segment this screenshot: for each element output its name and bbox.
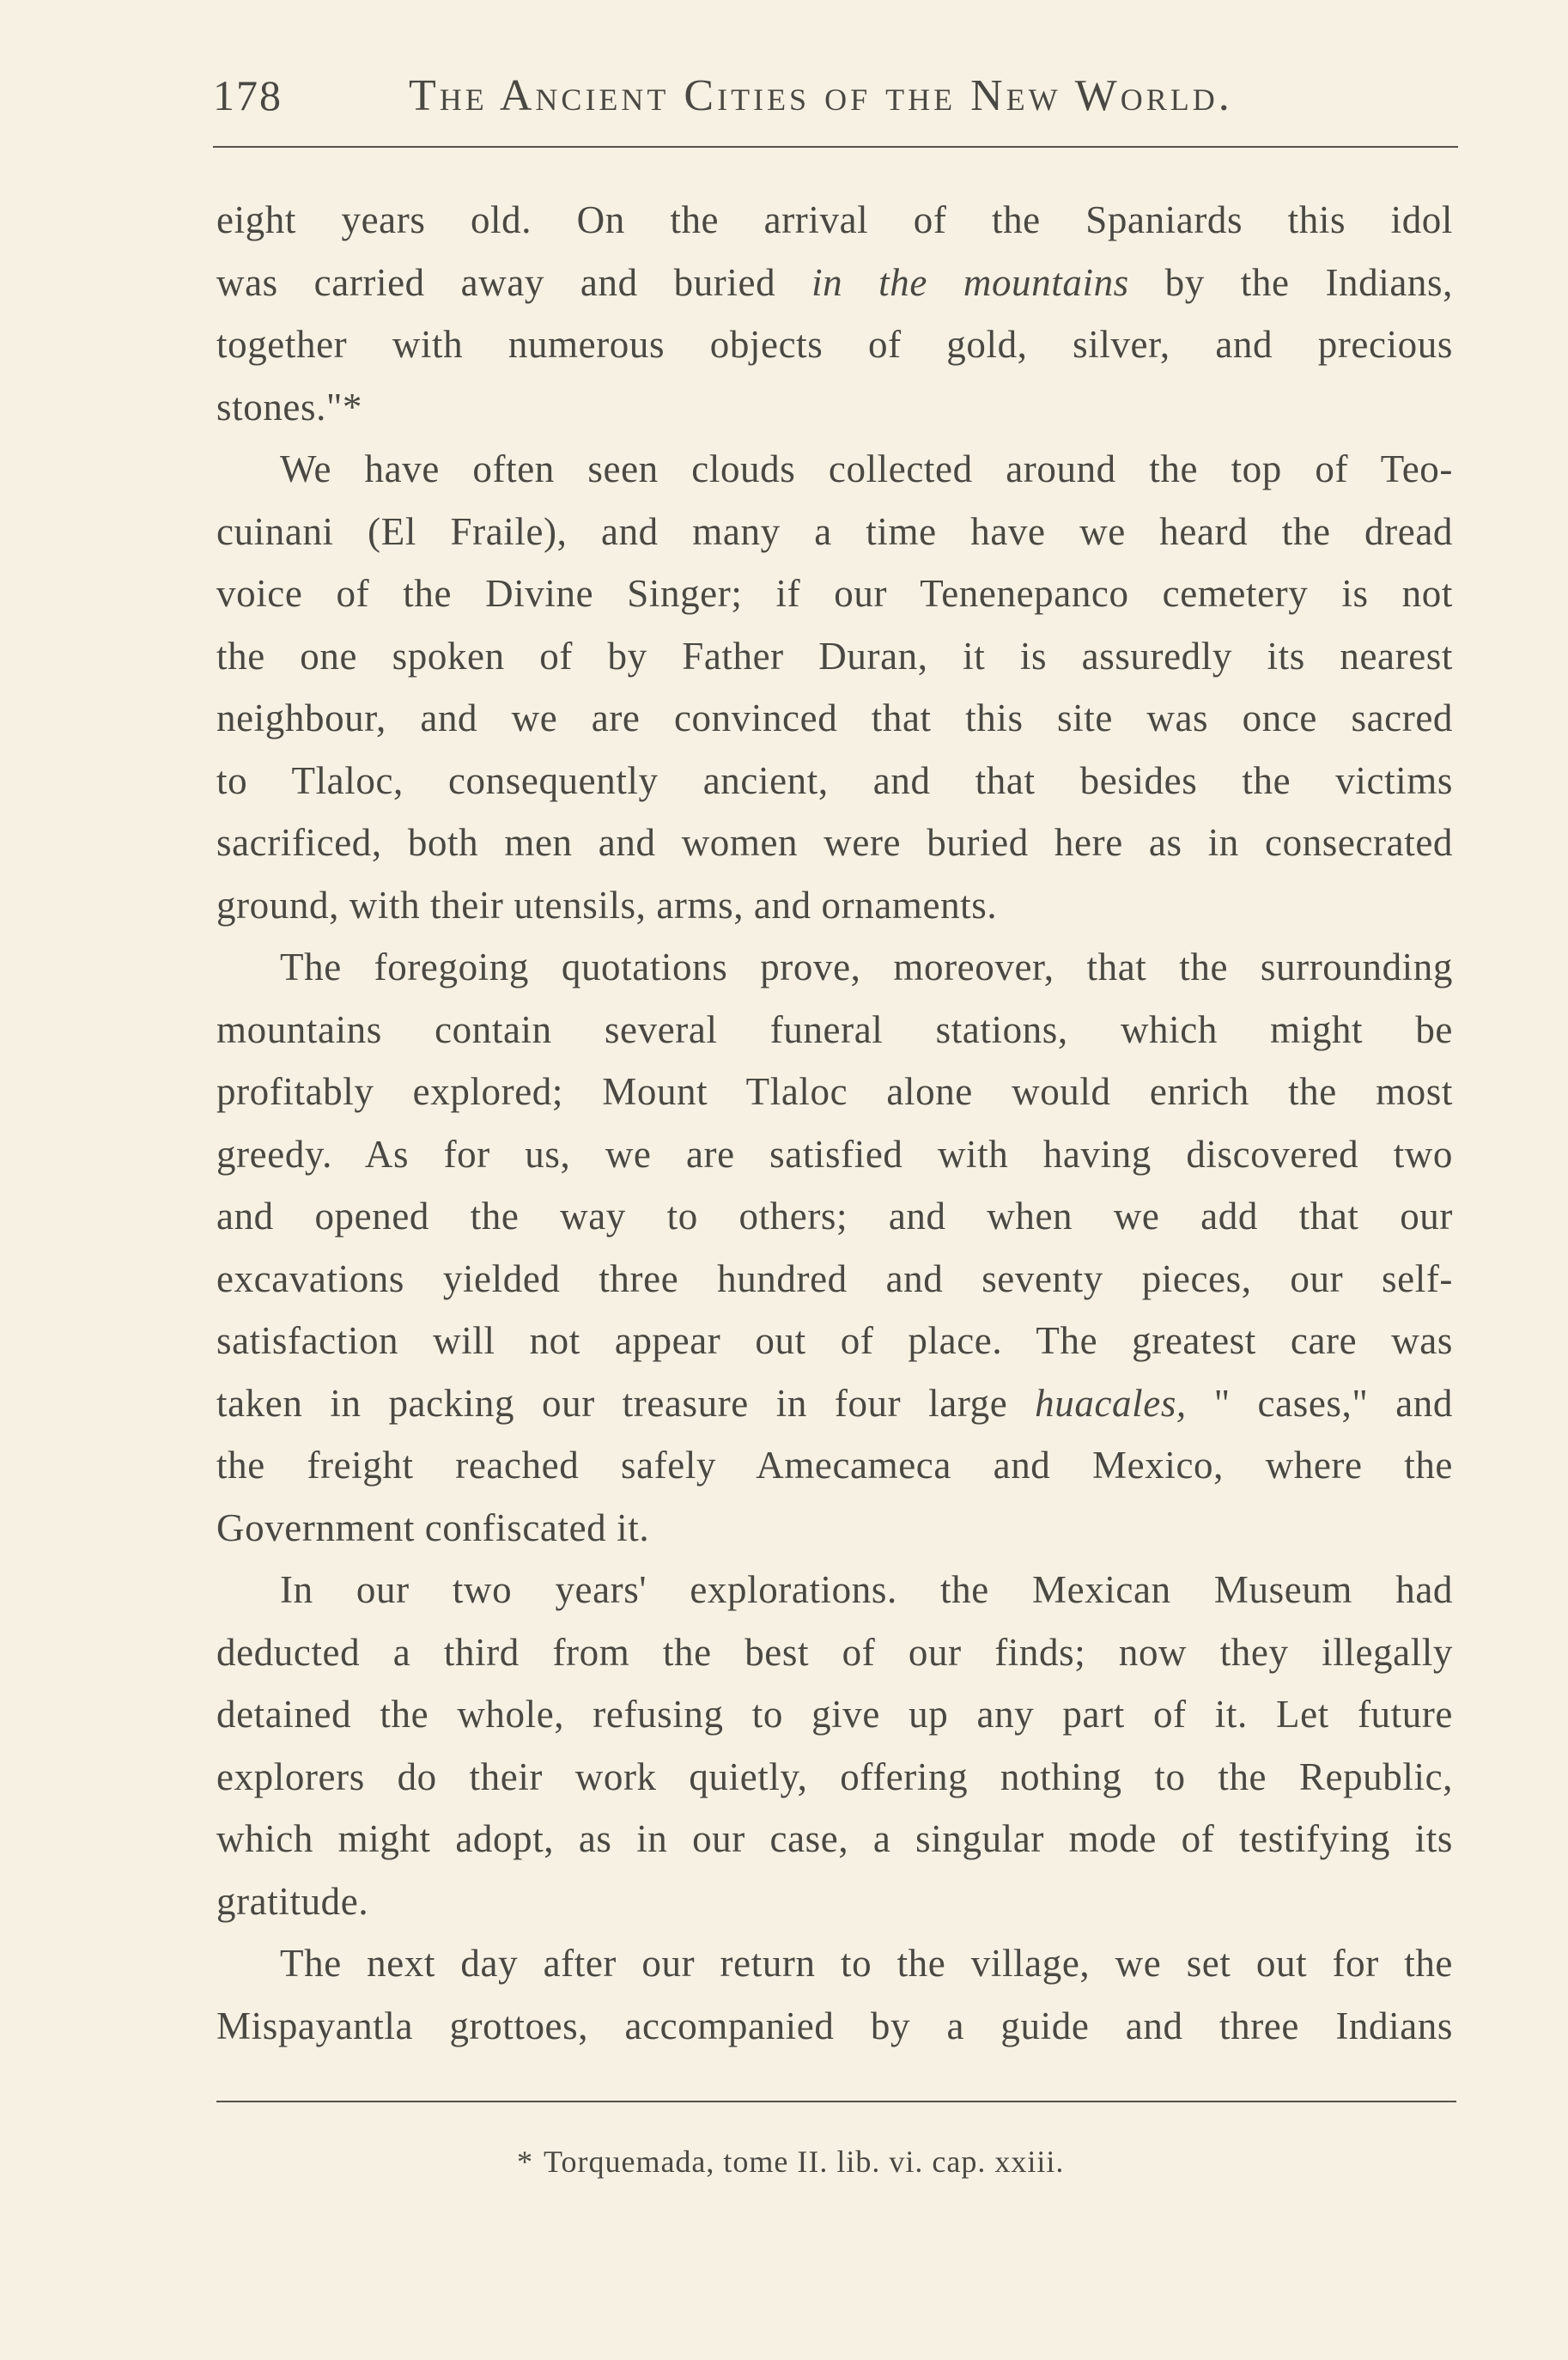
footnote-text: Torquemada, tome II. lib. vi. cap. xxiii.	[544, 2144, 1065, 2179]
text-line: and opened the way to others; and when we add that our	[216, 1195, 1453, 1238]
text-line: cuinani (El Fraile), and many a time have we heard the dread	[216, 509, 1453, 553]
text-line: eight years old. On the arrival of the Spaniards this idol	[216, 198, 1453, 241]
text-line: together with numerous objects of gold, silver, and precious	[216, 323, 1453, 366]
text-line: deducted a third from the best of our finds; now they illegally	[216, 1630, 1453, 1674]
header-rule	[213, 146, 1458, 148]
italic-phrase: in the mountains	[811, 260, 1129, 304]
text-line: stones."*	[216, 385, 363, 429]
text-line: gratitude.	[216, 1879, 369, 1923]
text-line: the one spoken of by Father Duran, it is assuredly its nearest	[216, 634, 1453, 678]
page-number: 178	[213, 71, 283, 119]
text-line: profitably explored; Mount Tlaloc alone would enrich the most	[216, 1070, 1453, 1113]
paragraph-start: We have often seen clouds collected around the top of Teo-	[280, 447, 1453, 490]
text-segment: by the Indians,	[1128, 260, 1453, 304]
text-line: to Tlaloc, consequently ancient, and that besides the victims	[216, 758, 1453, 802]
text-line	[216, 1372, 1453, 1435]
footnote-rule	[216, 2101, 1456, 2102]
footnote	[517, 2144, 1064, 2180]
paragraph-start: The foregoing quotations prove, moreover, that the surrounding	[280, 946, 1453, 988]
body-text	[216, 189, 1453, 2057]
text-line: sacrificed, both men and women were buried here as in consecrated	[216, 821, 1453, 864]
text-line: greedy. As for us, we are satisfied with having discovered two	[216, 1132, 1453, 1176]
text-line: satisfaction will not appear out of place. The greatest care was	[216, 1319, 1453, 1362]
text-line: Government confiscated it.	[216, 1505, 650, 1549]
text-line: excavations yielded three hundred and seventy pieces, our self-	[216, 1256, 1453, 1300]
paragraph-start: In our two years' explorations. the Mexican Museum had	[280, 1568, 1453, 1611]
text-line: neighbour, and we are convinced that this site was once sacred	[216, 696, 1453, 739]
running-title: The Ancient Cities of the New World.	[409, 71, 1233, 120]
text-line: mountains contain several funeral stations, which might be	[216, 1007, 1453, 1051]
italic-phrase: huacales,	[1035, 1381, 1187, 1425]
text-segment: was carried away and buried	[216, 260, 812, 304]
text-line: voice of the Divine Singer; if our Tenenepanco cemetery is not	[216, 572, 1453, 615]
text-line: detained the whole, refusing to give up any part of it. Let future	[216, 1693, 1453, 1736]
text-line: the freight reached safely Amecameca and Mexico, where the	[216, 1444, 1453, 1487]
text-line: explorers do their work quietly, offering nothing to the Republic,	[216, 1755, 1453, 1798]
text-line: which might adopt, as in our case, a singular mode of testifying its	[216, 1817, 1453, 1860]
text-line: ground, with their utensils, arms, and ornaments.	[216, 883, 998, 927]
text-line: Mispayantla grottoes, accompanied by a guide and three Indians	[216, 2004, 1453, 2047]
text-segment: taken in packing our treasure in four large	[216, 1381, 1036, 1425]
page-header	[213, 70, 1458, 131]
text-line	[216, 252, 1453, 314]
text-segment: " cases," and	[1186, 1381, 1453, 1425]
footnote-marker: *	[517, 2144, 533, 2179]
paragraph-start: The next day after our return to the village, we set out for the	[280, 1942, 1453, 1985]
